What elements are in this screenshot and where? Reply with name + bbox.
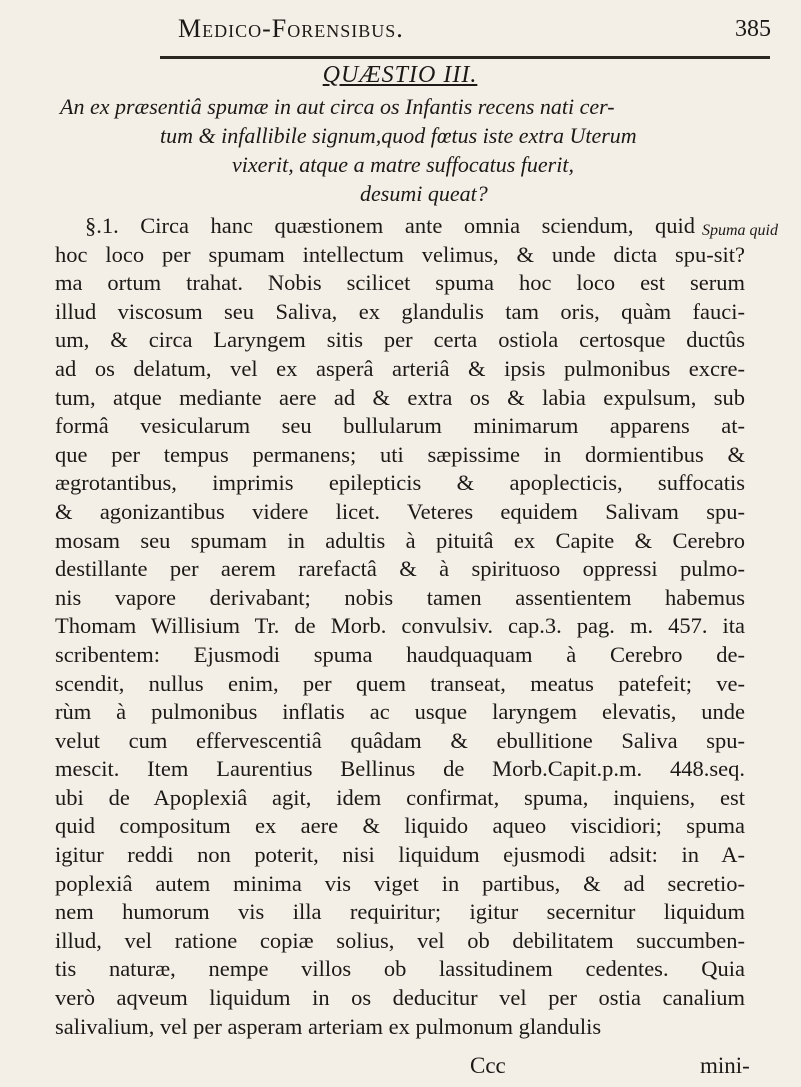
text-line: nis vapore derivabant; nobis tamen assentientem habemus <box>55 584 745 610</box>
text-line: verò aqveum liquidum in os deducitur vel per ostia canalium <box>55 985 745 1011</box>
text-line: scribentem: Ejusmodi spuma haudquaquam à Cerebro de- <box>55 641 745 667</box>
text-line: ma ortum trahat. Nobis scilicet spuma hoc loco est serum <box>55 270 745 296</box>
page-number: 385 <box>735 16 771 42</box>
question-line: tum & infallibile signum,quod fœtus iste extra Uterum <box>160 123 637 148</box>
text-line: mosam seu spumam in adultis à pituitâ ex Capite & Cerebro <box>55 527 745 553</box>
question-title: QUÆSTIO III. <box>322 62 478 88</box>
text-line: illud, vel ratione copiæ solius, vel ob debilitatem succumben- <box>55 927 745 953</box>
signature-mark: Ccc <box>470 1053 506 1078</box>
text-line: tum, atque mediante aere ad & extra os & labia expulsum, sub <box>55 384 745 410</box>
text-line: destillante per aerem rarefactâ & à spirituoso oppressi pulmo- <box>55 556 745 582</box>
text-line: Thomam Willisium Tr. de Morb. convulsiv. cap.3. pag. m. 457. ita <box>55 613 745 639</box>
text-line: & agonizantibus videre licet. Veteres equidem Salivam spu- <box>55 498 745 524</box>
question-line: An ex præsentiâ spumæ in aut circa os Infantis recens nati cer- <box>60 94 615 119</box>
running-head: Medico-Forensibus. <box>178 14 404 43</box>
text-line: velut cum effervescentiâ quâdam & ebullitione Saliva spu- <box>55 727 745 753</box>
text-line: nem humorum vis illa requiritur; igitur secernitur liquidum <box>55 899 745 925</box>
text-line: ægrotantibus, imprimis epilepticis & apoplecticis, suffocatis <box>55 470 745 496</box>
text-line: ad os delatum, vel ex asperâ arteriâ & ipsis pulmonibus excre- <box>55 355 745 381</box>
text-line: rùm à pulmonibus inflatis ac usque laryngem elevatis, unde <box>55 699 745 725</box>
text-line: ubi de Apoplexiâ agit, idem confirmat, spuma, inquiens, est <box>55 784 745 810</box>
text-line: poplexiâ autem minima vis viget in partibus, & ad secretio- <box>55 870 745 896</box>
header-rule <box>160 56 770 59</box>
text-line: igitur reddi non poterit, nisi liquidum ejusmodi adsit: in A- <box>55 842 745 868</box>
text-line: illud viscosum seu Saliva, ex glandulis tam oris, quàm fauci- <box>55 298 745 324</box>
text-line: scendit, nullus enim, per quem transeat, meatus patefeit; ve- <box>55 670 745 696</box>
text-line: um, & circa Laryngem sitis per certa ostiola certosque ductûs <box>55 327 745 353</box>
text-line: mescit. Item Laurentius Bellinus de Morb.Capit.p.m. 448.seq. <box>55 756 745 782</box>
text-line: salivalium, vel per asperam arteriam ex pulmonum glandulis <box>55 1013 602 1039</box>
text-line: que per tempus permanens; uti sæpissime in dormientibus & <box>55 441 745 467</box>
catchword: mini- <box>700 1053 750 1078</box>
margin-note: Spuma quid <box>702 222 778 239</box>
text-line: tis naturæ, nempe villos ob lassitudinem cedentes. Quia <box>55 956 745 982</box>
text-line: §.1. Circa hanc quæstionem ante omnia sciendum, quid <box>85 213 695 238</box>
question-line: desumi queat? <box>360 181 488 206</box>
text-line: hoc loco per spumam intellectum velimus, & unde dicta spu-sit? <box>55 241 745 267</box>
page-header <box>0 10 801 56</box>
question-line: vixerit, atque a matre suffocatus fuerit, <box>232 152 574 177</box>
body-text <box>55 212 745 1041</box>
text-line: quid compositum ex aere & liquido aqueo viscidiori; spuma <box>55 813 745 839</box>
text-line: formâ vesicularum seu bullularum minimarum apparens at- <box>55 413 745 439</box>
